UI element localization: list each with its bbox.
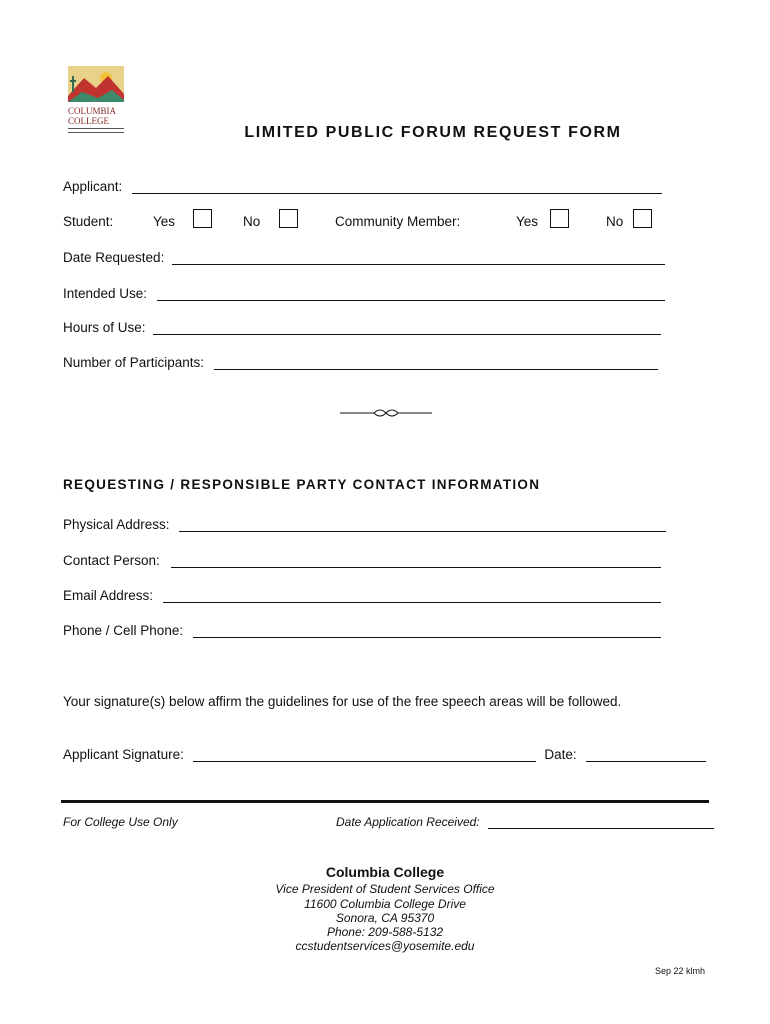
email-label: Email Address: xyxy=(63,588,154,603)
college-name: Columbia College xyxy=(325,864,445,880)
community-yes-checkbox[interactable] xyxy=(550,209,569,228)
community-member-label: Community Member: xyxy=(335,214,461,229)
hours-row xyxy=(63,320,661,335)
signature-label: Applicant Signature: xyxy=(63,747,184,762)
applicant-label: Applicant: xyxy=(63,179,123,194)
contact-person-label: Contact Person: xyxy=(63,553,160,568)
office-email: ccstudentservices@yosemite.edu xyxy=(295,939,475,953)
svg-text:COLUMBIA: COLUMBIA xyxy=(68,106,117,116)
date-received-row xyxy=(336,815,714,829)
office-phone: Phone: 209-588-5132 xyxy=(326,925,444,939)
form-title: LIMITED PUBLIC FORUM REQUEST FORM xyxy=(244,124,622,141)
phone-row xyxy=(63,623,661,638)
email-row xyxy=(63,588,661,603)
applicant-field[interactable] xyxy=(132,179,662,194)
contact-person-row xyxy=(63,553,661,568)
city-state-zip: Sonora, CA 95370 xyxy=(335,911,435,925)
date-received-field[interactable] xyxy=(488,816,714,829)
community-no-label: No xyxy=(606,214,624,229)
contact-person-field[interactable] xyxy=(171,553,661,568)
phone-field[interactable] xyxy=(193,623,661,638)
student-no-checkbox[interactable] xyxy=(279,209,298,228)
address-label: Physical Address: xyxy=(63,517,170,532)
date-requested-row xyxy=(63,250,665,265)
phone-label: Phone / Cell Phone: xyxy=(63,623,184,638)
intended-use-row xyxy=(63,286,665,301)
signature-row xyxy=(63,747,706,762)
applicant-row xyxy=(63,179,662,194)
signature-field[interactable] xyxy=(193,747,536,762)
community-yes-label: Yes xyxy=(516,214,539,229)
signature-date-field[interactable] xyxy=(586,747,706,762)
hours-of-use-field[interactable] xyxy=(153,320,661,335)
participants-field[interactable] xyxy=(214,355,658,370)
date-received-label: Date Application Received: xyxy=(336,815,480,829)
college-use-divider xyxy=(61,800,709,803)
participants-label: Number of Participants: xyxy=(63,355,205,370)
revision-note: Sep 22 klmh xyxy=(655,966,706,976)
student-yes-label: Yes xyxy=(153,214,176,229)
community-no-checkbox[interactable] xyxy=(633,209,652,228)
office-name: Vice President of Student Services Office xyxy=(275,882,495,896)
svg-text:COLLEGE: COLLEGE xyxy=(68,116,109,126)
street-address: 11600 Columbia College Drive xyxy=(304,897,466,911)
intended-use-field[interactable] xyxy=(157,286,665,301)
date-requested-field[interactable] xyxy=(172,250,665,265)
intended-use-label: Intended Use: xyxy=(63,286,148,301)
student-yes-checkbox[interactable] xyxy=(193,209,212,228)
student-no-label: No xyxy=(243,214,261,229)
ornament-divider xyxy=(340,406,432,424)
signature-date-label: Date: xyxy=(544,747,577,762)
address-field[interactable] xyxy=(179,517,666,532)
contact-heading: REQUESTING / RESPONSIBLE PARTY CONTACT INFORMATION xyxy=(63,477,541,492)
participants-row xyxy=(63,355,658,370)
affirm-text: Your signature(s) below affirm the guidelines for use of the free speech areas will be followed. xyxy=(63,694,622,709)
date-requested-label: Date Requested: xyxy=(63,250,165,265)
hours-of-use-label: Hours of Use: xyxy=(63,320,146,335)
email-field[interactable] xyxy=(163,588,661,603)
college-use-label: For College Use Only xyxy=(63,815,178,829)
address-row xyxy=(63,517,666,532)
student-label: Student: xyxy=(63,214,114,229)
